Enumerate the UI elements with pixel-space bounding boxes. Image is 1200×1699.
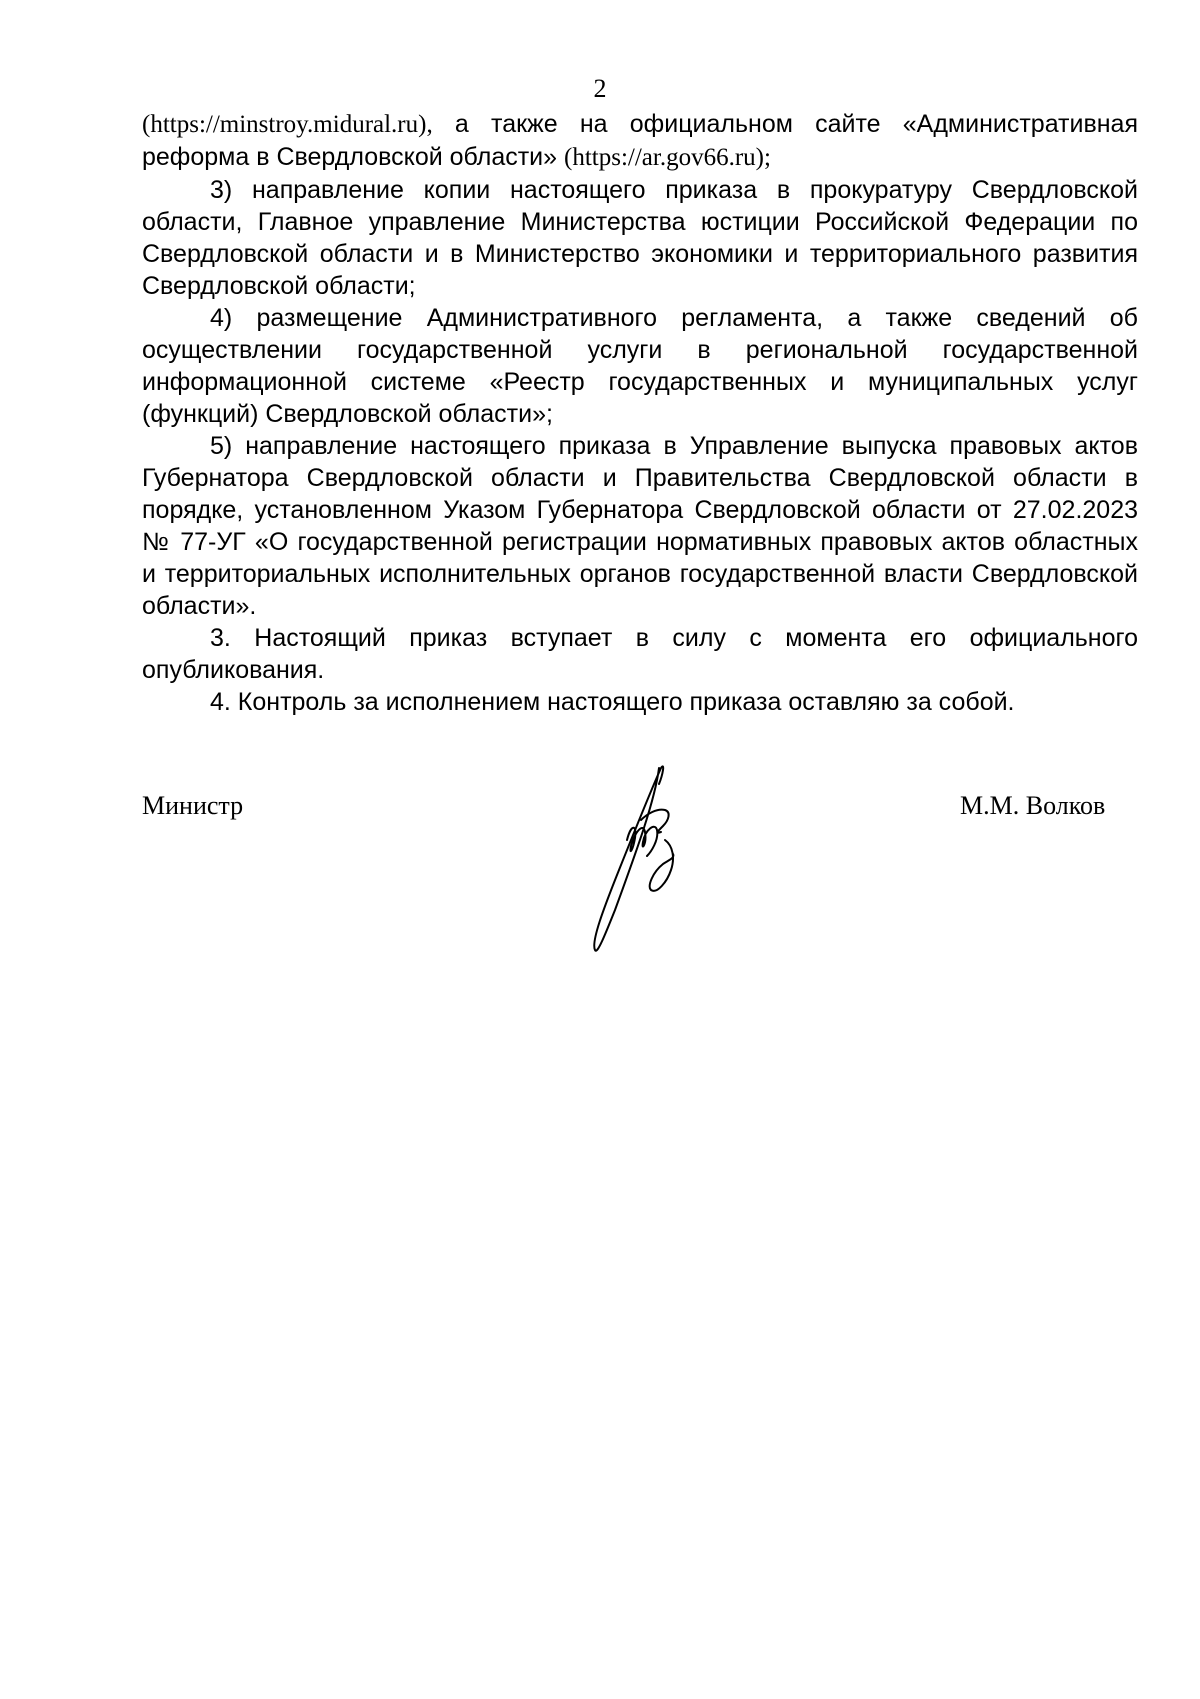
paragraph-item-3: 3) направление копии настоящего приказа в прокуратуру Свердловской области, Главное управление Министерства юстиции Российской Федерации по Свердловской области и в Министерство экономики и территориального развития Свердловской области; — [142, 176, 1138, 300]
paragraph-clause-3: 3. Настоящий приказ вступает в силу с момента его официального опубликования. — [142, 624, 1138, 684]
signatory-name: М.М. Волков — [960, 791, 1106, 820]
paragraph-continuation — [142, 108, 1138, 174]
paragraph-item-5: 5) направление настоящего приказа в Управление выпуска правовых актов Губернатора Свердловской области и Правительства Свердловской области в порядке, установленном Указом Губернатора Свердловской области от 27.02.2023 № 77-УГ «О государственной регистрации нормативных правовых актов областных и территориальных исполнительных органов государственной власти Свердловской области». — [142, 432, 1138, 620]
url-ar-gov66: (https://ar.gov66.ru); — [564, 144, 771, 171]
paragraph-item-4: 4) размещение Административного регламента, а также сведений об осуществлении государственной услуги в региональной государственной информационной системе «Реестр государственных и муниципальных услуг (функций) Свердловской области»; — [142, 304, 1138, 428]
url-minstroy: (https://minstroy.midural.ru), — [142, 111, 433, 138]
signatory-title: Министр — [142, 791, 244, 820]
paragraph-text: а также на официальном сайте «Административная реформа в Свердловской области» — [142, 110, 1138, 171]
page-number: 2 — [593, 74, 607, 103]
handwritten-signature — [585, 760, 725, 955]
document-body — [142, 108, 1138, 718]
paragraph-clause-4: 4. Контроль за исполнением настоящего приказа оставляю за собой. — [210, 688, 1015, 716]
